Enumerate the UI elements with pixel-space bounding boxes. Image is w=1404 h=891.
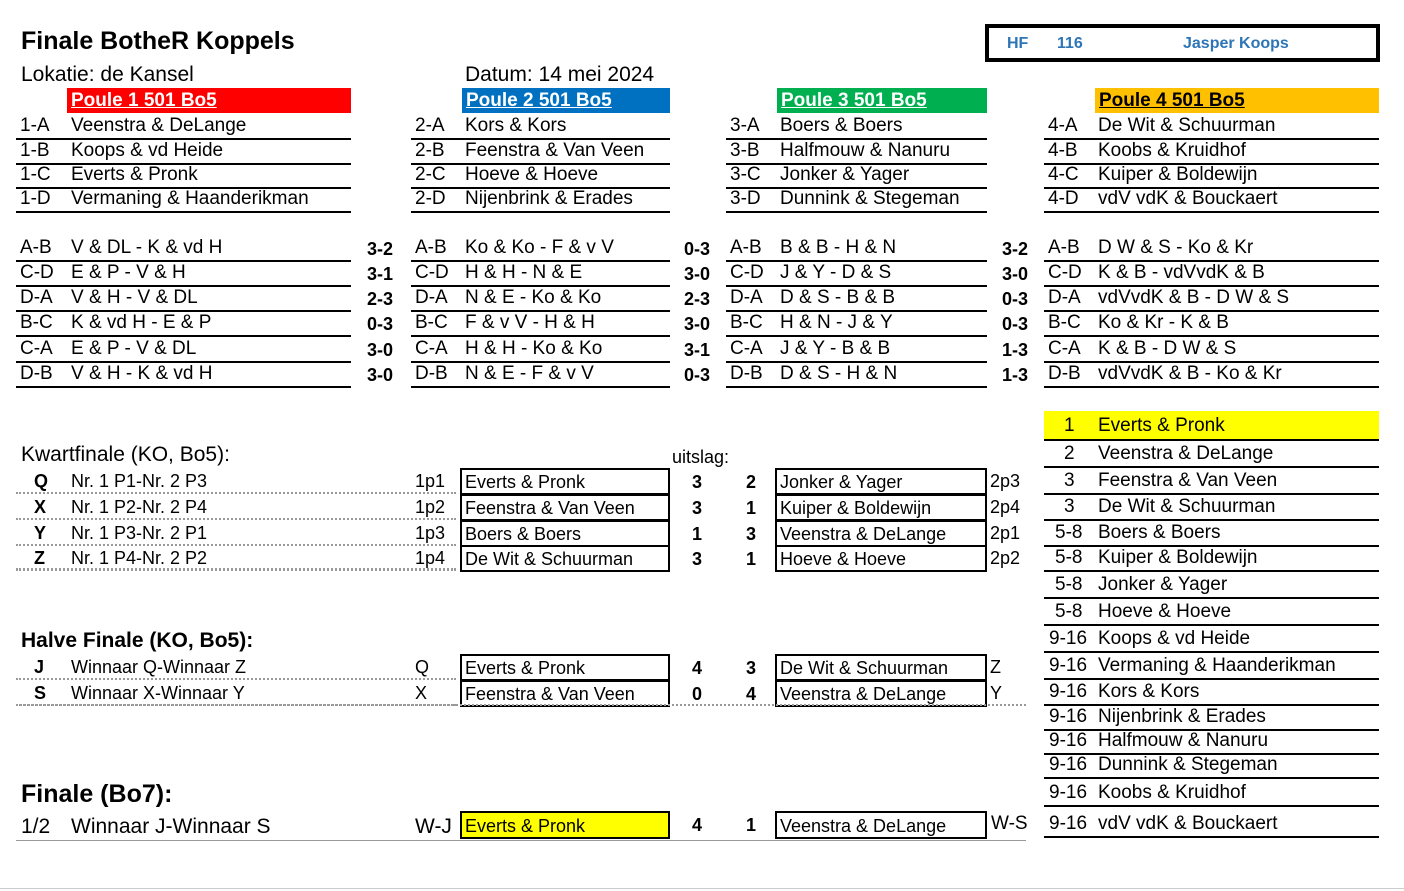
finale-left-team: Everts & Pronk: [460, 811, 670, 839]
match-pair: V & H - V & DL: [71, 287, 198, 308]
ko-row-line: [16, 544, 456, 546]
ko-left-team: Everts & Pronk: [460, 468, 670, 495]
ko-code: Q: [34, 471, 49, 491]
match-code: B-C: [730, 312, 763, 333]
ko-score-left: 3: [692, 549, 703, 569]
match-pair: Ko & Ko - F & v V: [465, 237, 614, 258]
ranking-position: 5-8: [1055, 522, 1083, 543]
ko-row-line: [16, 518, 456, 520]
team-name: Dunnink & Stegeman: [780, 188, 960, 209]
team-id: 2-D: [415, 188, 446, 209]
ko-left-seed: X: [415, 683, 428, 703]
match-code: D-A: [415, 287, 448, 308]
match-score: 0-3: [684, 365, 711, 385]
match-score: 3-0: [367, 340, 394, 360]
ko-code: S: [34, 683, 47, 703]
ranking-team: vdV vdK & Bouckaert: [1098, 813, 1278, 834]
team-name: Vermaning & Haanderikman: [71, 188, 309, 209]
finale-left-seed: W-J: [415, 815, 452, 838]
match-pair: E & P - V & H: [71, 262, 186, 283]
ranking-position: 2: [1064, 443, 1075, 464]
ko-left-team: Everts & Pronk: [460, 654, 670, 681]
halve-finale-title: Halve Finale (KO, Bo5):: [21, 629, 254, 652]
poule-3-header: Poule 3 501 Bo5: [777, 88, 987, 113]
ko-code: J: [34, 657, 45, 677]
team-id: 2-B: [415, 140, 445, 161]
match-pair: E & P - V & DL: [71, 338, 197, 359]
ko-desc: Nr. 1 P4-Nr. 2 P2: [71, 548, 208, 568]
ko-right-team: Kuiper & Boldewijn: [775, 494, 987, 521]
team-id: 1-A: [20, 115, 50, 136]
ko-left-seed: 1p4: [415, 548, 446, 568]
match-score: 3-2: [367, 239, 394, 259]
match-pair: K & vd H - E & P: [71, 312, 212, 333]
finale-right-seed: W-S: [991, 813, 1028, 834]
ranking-position: 1: [1064, 415, 1075, 436]
ranking-team: Nijenbrink & Erades: [1098, 706, 1266, 727]
match-score: 3-0: [684, 314, 711, 334]
team-id: 1-B: [20, 140, 50, 161]
ranking-position: 9-16: [1049, 655, 1088, 676]
match-code: D-B: [1048, 363, 1081, 384]
ranking-team: Kors & Kors: [1098, 681, 1200, 702]
ranking-team: Feenstra & Van Veen: [1098, 470, 1278, 491]
team-name: Feenstra & Van Veen: [465, 140, 645, 161]
ranking-team: Everts & Pronk: [1098, 415, 1225, 436]
finale-code: 1/2: [21, 815, 51, 838]
match-code: D-B: [415, 363, 448, 384]
match-pair: J & Y - B & B: [780, 338, 891, 359]
team-name: Hoeve & Hoeve: [465, 164, 599, 185]
location-label: Lokatie: de Kansel: [21, 63, 194, 86]
ranking-position: 5-8: [1055, 547, 1083, 568]
match-code: C-D: [1048, 262, 1082, 283]
match-pair: D W & S - Ko & Kr: [1098, 237, 1254, 258]
ko-desc: Winnaar X-Winnaar Y: [71, 683, 245, 703]
team-name: Boers & Boers: [780, 115, 903, 136]
ranking-team: Koobs & Kruidhof: [1098, 782, 1246, 803]
ranking-position: 3: [1064, 470, 1075, 491]
match-code: A-B: [730, 237, 762, 258]
ko-score-right: 3: [746, 658, 757, 678]
match-pair: V & H - K & vd H: [71, 363, 213, 384]
ko-desc: Nr. 1 P1-Nr. 2 P3: [71, 471, 208, 491]
team-id: 1-D: [20, 188, 51, 209]
team-name: Veenstra & DeLange: [71, 115, 247, 136]
match-score: 3-1: [684, 340, 711, 360]
match-pair: H & H - N & E: [465, 262, 583, 283]
ranking-position: 9-16: [1049, 782, 1088, 803]
ko-left-team: De Wit & Schuurman: [460, 545, 670, 572]
team-id: 1-C: [20, 164, 51, 185]
team-id: 3-A: [730, 115, 760, 136]
match-pair: D & S - B & B: [780, 287, 896, 308]
match-pair: J & Y - D & S: [780, 262, 892, 283]
match-code: D-B: [730, 363, 763, 384]
match-score: 3-0: [367, 365, 394, 385]
ranking-row: [1044, 680, 1379, 706]
match-code: A-B: [415, 237, 447, 258]
ko-desc: Nr. 1 P3-Nr. 2 P1: [71, 523, 208, 543]
match-code: C-A: [415, 338, 448, 359]
match-score: 2-3: [684, 289, 711, 309]
team-id: 2-A: [415, 115, 445, 136]
match-code: C-A: [1048, 338, 1081, 359]
ko-score-right: 4: [746, 684, 757, 704]
match-pair: D & S - H & N: [780, 363, 898, 384]
ko-score-left: 4: [692, 658, 703, 678]
team-name: Koobs & Kruidhof: [1098, 140, 1246, 161]
team-id: 4-B: [1048, 140, 1078, 161]
ko-row-line: [16, 492, 456, 494]
ko-score-right: 3: [746, 524, 757, 544]
team-id: 3-D: [730, 188, 761, 209]
poule-2-header: Poule 2 501 Bo5: [462, 88, 670, 113]
ranking-team: Veenstra & DeLange: [1098, 443, 1274, 464]
ko-code: Y: [34, 523, 47, 543]
ko-left-seed: Q: [415, 657, 430, 677]
finale-title: Finale (Bo7):: [21, 780, 173, 808]
match-code: B-C: [415, 312, 448, 333]
ko-score-right: 2: [746, 472, 757, 492]
ko-score-right: 1: [746, 498, 757, 518]
team-id: 4-A: [1048, 115, 1078, 136]
match-pair: F & v V - H & H: [465, 312, 595, 333]
finale-underline: [16, 840, 1026, 841]
match-code: C-A: [730, 338, 763, 359]
hf-score: 116: [1057, 35, 1083, 52]
match-score: 0-3: [684, 239, 711, 259]
team-name: Halfmouw & Nanuru: [780, 140, 951, 161]
ranking-team: Koops & vd Heide: [1098, 628, 1251, 649]
ko-right-seed: Y: [990, 683, 1003, 703]
ranking-team: Halfmouw & Nanuru: [1098, 730, 1269, 751]
ko-score-left: 0: [692, 684, 703, 704]
ranking-team: Boers & Boers: [1098, 522, 1221, 543]
ko-score-left: 3: [692, 498, 703, 518]
uitslag-label: uitslag:: [672, 447, 730, 467]
match-code: A-B: [1048, 237, 1080, 258]
match-pair: vdVvdK & B - D W & S: [1098, 287, 1290, 308]
match-score: 3-2: [1002, 239, 1029, 259]
team-name: vdV vdK & Bouckaert: [1098, 188, 1278, 209]
finale-score-right: 1: [746, 815, 757, 835]
finale-score-left: 4: [692, 815, 703, 835]
team-name: Nijenbrink & Erades: [465, 188, 633, 209]
match-code: D-B: [20, 363, 53, 384]
match-pair: K & B - vdVvdK & B: [1098, 262, 1265, 283]
team-id: 3-B: [730, 140, 760, 161]
poule-1-header: Poule 1 501 Bo5: [67, 88, 351, 113]
match-pair: vdVvdK & B - Ko & Kr: [1098, 363, 1282, 384]
ranking-position: 9-16: [1049, 681, 1088, 702]
ranking-team: Hoeve & Hoeve: [1098, 601, 1232, 622]
match-score: 0-3: [1002, 289, 1029, 309]
ko-right-seed: Z: [990, 657, 1001, 677]
ko-right-seed: 2p2: [990, 548, 1021, 568]
ko-score-left: 1: [692, 524, 703, 544]
team-id: 4-D: [1048, 188, 1079, 209]
match-code: D-A: [730, 287, 763, 308]
ko-desc: Nr. 1 P2-Nr. 2 P4: [71, 497, 208, 517]
match-pair: K & B - D W & S: [1098, 338, 1237, 359]
team-name: Everts & Pronk: [71, 164, 198, 185]
ko-left-team: Boers & Boers: [460, 520, 670, 547]
ranking-position: 5-8: [1055, 601, 1083, 622]
ko-right-seed: 2p1: [990, 523, 1021, 543]
kf-separator: [16, 568, 456, 570]
ranking-team: De Wit & Schuurman: [1098, 496, 1276, 517]
ko-score-right: 1: [746, 549, 757, 569]
match-score: 3-0: [684, 264, 711, 284]
finale-desc: Winnaar J-Winnaar S: [71, 815, 271, 838]
match-score: 2-3: [367, 289, 394, 309]
poule-4-header: Poule 4 501 Bo5: [1095, 88, 1379, 113]
ranking-team: Vermaning & Haanderikman: [1098, 655, 1336, 676]
date-label: Datum: 14 mei 2024: [465, 63, 655, 86]
match-code: C-D: [730, 262, 764, 283]
ko-left-team: Feenstra & Van Veen: [460, 494, 670, 521]
ko-right-team: Veenstra & DeLange: [775, 680, 987, 707]
team-id: 3-C: [730, 164, 761, 185]
match-code: D-A: [1048, 287, 1081, 308]
ko-left-team: Feenstra & Van Veen: [460, 680, 670, 707]
ko-code: Z: [34, 548, 45, 568]
match-code: B-C: [20, 312, 53, 333]
ko-right-team: De Wit & Schuurman: [775, 654, 987, 681]
ko-score-left: 3: [692, 472, 703, 492]
match-score: 3-0: [1002, 264, 1029, 284]
match-pair: N & E - Ko & Ko: [465, 287, 602, 308]
team-name: Kors & Kors: [465, 115, 567, 136]
ko-right-seed: 2p3: [990, 471, 1021, 491]
ko-desc: Winnaar Q-Winnaar Z: [71, 657, 247, 677]
ko-right-team: Veenstra & DeLange: [775, 520, 987, 547]
match-pair: B & B - H & N: [780, 237, 897, 258]
team-name: Jonker & Yager: [780, 164, 910, 185]
hf-player: Jasper Koops: [1183, 35, 1289, 52]
team-id: 2-C: [415, 164, 446, 185]
match-score: 1-3: [1002, 365, 1029, 385]
hf-label: HF: [1007, 35, 1029, 52]
match-score: 3-1: [367, 264, 394, 284]
match-pair: Ko & Kr - K & B: [1098, 312, 1229, 333]
finale-right-team: Veenstra & DeLange: [775, 811, 987, 839]
match-pair: H & N - J & Y: [780, 312, 893, 333]
ranking-team: Dunnink & Stegeman: [1098, 754, 1278, 775]
match-code: A-B: [20, 237, 52, 258]
ko-right-team: Jonker & Yager: [775, 468, 987, 495]
match-code: B-C: [1048, 312, 1081, 333]
match-score: 1-3: [1002, 340, 1029, 360]
ko-left-seed: 1p2: [415, 497, 446, 517]
page-title: Finale BotheR Koppels: [21, 27, 295, 55]
hf-box: [985, 24, 1380, 62]
ranking-position: 9-16: [1049, 628, 1088, 649]
ko-right-team: Hoeve & Hoeve: [775, 545, 987, 572]
match-score: 0-3: [367, 314, 394, 334]
match-score: 0-3: [1002, 314, 1029, 334]
match-code: C-A: [20, 338, 53, 359]
hf-separator: [16, 704, 1026, 706]
ko-row-line: [16, 678, 456, 680]
team-name: Koops & vd Heide: [71, 140, 224, 161]
ko-code: X: [34, 497, 47, 517]
ranking-position: 5-8: [1055, 574, 1083, 595]
match-pair: N & E - F & v V: [465, 363, 594, 384]
match-pair: V & DL - K & vd H: [71, 237, 223, 258]
ko-right-seed: 2p4: [990, 497, 1021, 517]
ranking-position: 9-16: [1049, 706, 1088, 727]
page-bottom-line: [0, 888, 1404, 889]
ranking-position: 9-16: [1049, 754, 1088, 775]
team-id: 4-C: [1048, 164, 1079, 185]
team-name: De Wit & Schuurman: [1098, 115, 1276, 136]
match-code: D-A: [20, 287, 53, 308]
ko-left-seed: 1p3: [415, 523, 446, 543]
ranking-position: 9-16: [1049, 730, 1088, 751]
match-code: C-D: [20, 262, 54, 283]
match-pair: H & H - Ko & Ko: [465, 338, 603, 359]
ranking-team: Kuiper & Boldewijn: [1098, 547, 1258, 568]
ko-left-seed: 1p1: [415, 471, 446, 491]
ranking-position: 9-16: [1049, 813, 1088, 834]
ranking-position: 3: [1064, 496, 1075, 517]
kwartfinale-title: Kwartfinale (KO, Bo5):: [21, 443, 230, 466]
match-code: C-D: [415, 262, 449, 283]
team-name: Kuiper & Boldewijn: [1098, 164, 1258, 185]
ranking-team: Jonker & Yager: [1098, 574, 1228, 595]
